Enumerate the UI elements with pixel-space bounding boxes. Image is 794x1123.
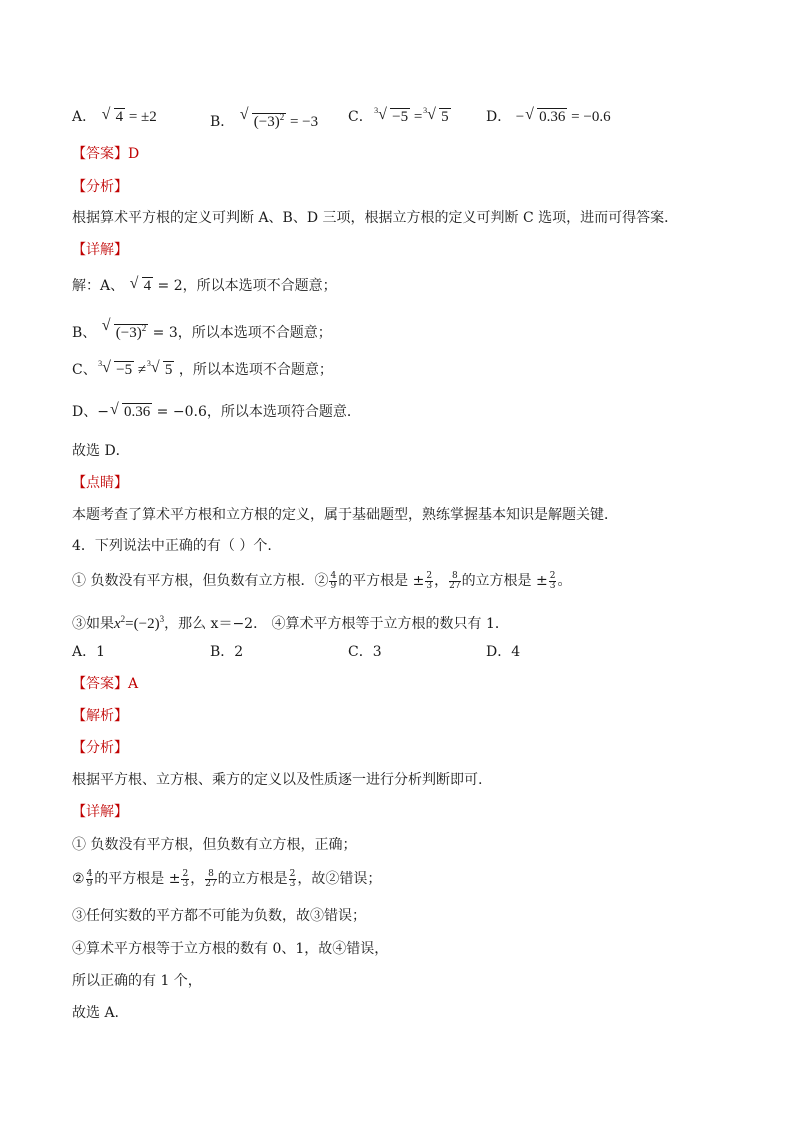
not-equal-sign: ≠ [137,362,147,378]
frac-den: 27 [205,878,217,889]
q4-detail-tag: 【详解】 [72,804,128,820]
q3-comment: 本题考查了算术平方根和立方根的定义，属于基础题型，熟练掌握基本知识是解题关键． [72,507,618,523]
radicand: 4 [115,109,124,125]
q4-detail-6: 故选 A. [72,1005,120,1021]
exponent: 3 [159,614,165,624]
q4-option-d: D．4 [486,644,521,660]
q3-option-a: A． √ 4 = ±2 [72,106,157,125]
q3-analysis-tag: 【分析】 [72,179,128,195]
q4-option-a: A．1 [72,644,106,660]
q4-option-b: B．2 [210,644,244,660]
option-b-rhs: = −3 [289,114,319,130]
detail-suffix: ，所以本选项不合题意； [178,362,333,378]
option-a-label: A． [72,109,97,125]
detail-prefix: D、− [72,404,109,420]
q4-detail-2 [72,869,381,889]
q4-answer-line [72,674,138,694]
radicand: −5 [116,362,133,378]
frac-num: 2 [182,868,189,879]
frac-den: 9 [86,878,93,889]
exponent: 2 [279,112,285,122]
frac-den: 27 [449,580,461,591]
answer-tag: 【答案】 [72,146,128,162]
statement-text: 。 [557,573,572,589]
radicand: 0.36 [123,404,151,420]
variable-x: x [114,616,121,632]
q4-detail-5: 所以正确的有 1 个， [72,973,202,989]
root-index: 3 [98,359,103,368]
q4-analysis-tag: 【分析】 [72,740,128,756]
exponent: 2 [120,614,126,624]
answer-value: D [128,146,140,162]
q3-detail-a: 解：A、 √ 4 = 2，所以本选项不合题意； [72,275,337,294]
q3-analysis-text: 根据算术平方根的定义可判断 A、B、D 三项，根据立方根的定义可判断 C 选项，进而可得答案． [72,210,679,226]
frac-num: 4 [86,868,93,879]
detail-text: 的平方根是 ± [94,871,181,887]
q4-option-c: C．3 [348,644,382,660]
q3-answer-line [72,144,139,164]
detail-text: ，故②错误； [297,871,382,887]
root-index: 3 [146,359,151,368]
option-a-rhs: = ±2 [128,109,157,125]
frac-num: 8 [449,572,460,582]
frac-den: 3 [426,580,433,591]
option-d-rhs: = −0.6 [571,109,611,125]
radicand: 5 [441,109,449,125]
detail-text: 的立方根是 [217,871,288,887]
q3-detail-d: D、− √ 0.36 = −0.6，所以本选项符合题意． [72,401,361,420]
q4-detail-3: ③任何实数的平方都不可能为负数，故③错误； [72,908,366,924]
statement-text: ， [434,573,449,589]
frac-num: 2 [426,570,433,581]
statement-text: ① 负数没有平方根，但负数有立方根．② [72,573,329,589]
frac-num: 2 [549,570,556,581]
q4-statement-3-4 [72,609,509,634]
detail-suffix: = 3，所以本选项不合题意； [152,325,332,341]
q3-conclusion: 故选 D． [72,443,130,459]
q4-statement-1-2 [72,571,571,591]
q3-comment-tag: 【点睛】 [72,475,128,491]
root-index: 3 [423,106,428,115]
option-b-label: B． [210,114,235,130]
detail-prefix: 解：A、 [72,278,125,294]
option-d-label: D． [486,109,512,125]
q3-detail-tag: 【详解】 [72,242,128,258]
frac-den: 3 [289,878,296,889]
detail-suffix: = −0.6，所以本选项符合题意． [156,404,361,420]
q4-question: 4．下列说法中正确的有（ ）个. [72,538,272,554]
statement-text: ③如果 [72,616,114,632]
answer-tag: 【答案】 [72,676,128,692]
detail-suffix: = 2，所以本选项不合题意； [157,278,337,294]
exponent: 2 [141,323,147,333]
q4-analysis-text: 根据平方根、立方根、乘方的定义以及性质逐一进行分析判断即可. [72,772,483,788]
radicand: −5 [392,109,409,125]
q3-option-b: B． √ $(-3)^2 = -3$ [210,106,319,130]
radicand: 4 [143,278,152,294]
q4-detail-4: ④算术平方根等于立方根的数有 0、1，故④错误， [72,941,389,957]
detail-text: ， [190,871,205,887]
statement-text: ，那么 x＝−2． ④算术平方根等于立方根的数只有 1． [164,616,509,632]
root-index: 3 [374,106,379,115]
equals-sign: = [413,109,423,125]
option-c-label: C． [348,109,373,125]
radicand: 0.36 [539,109,566,125]
statement-text: 的平方根是 ± [338,573,425,589]
frac-den: 3 [182,878,189,889]
answer-value: A [128,676,139,692]
q3-option-d: D． − √ 0.36 = −0.6 [486,106,611,125]
q4-parse-tag: 【解析】 [72,708,128,724]
detail-prefix: C、 [72,362,97,378]
detail-text: ② [72,871,85,887]
frac-num: 4 [330,570,337,581]
frac-den: 9 [330,580,337,591]
frac-den: 3 [549,580,556,591]
q3-detail-c: C、 3 √ −5 ≠ 3 √ 5 ，所以本选项不合题意； [72,360,333,380]
radicand: 5 [164,362,173,378]
equation-rhs: =(−2) [125,616,160,632]
q3-detail-b: B、 √ $(-3)^2 = 3$，所以本选项不合题意； [72,317,332,341]
statement-text: 的立方根是 ± [461,573,548,589]
radicand: (−3) [253,114,280,130]
frac-num: 2 [289,868,296,879]
q3-option-c: C． 3 √ −5 = 3 √ 5 [348,107,451,127]
frac-num: 8 [205,870,216,880]
radicand: (−3) [115,325,142,341]
detail-prefix: B、 [72,325,97,341]
q4-detail-1: ① 负数没有平方根，但负数有立方根，正确； [72,837,357,853]
